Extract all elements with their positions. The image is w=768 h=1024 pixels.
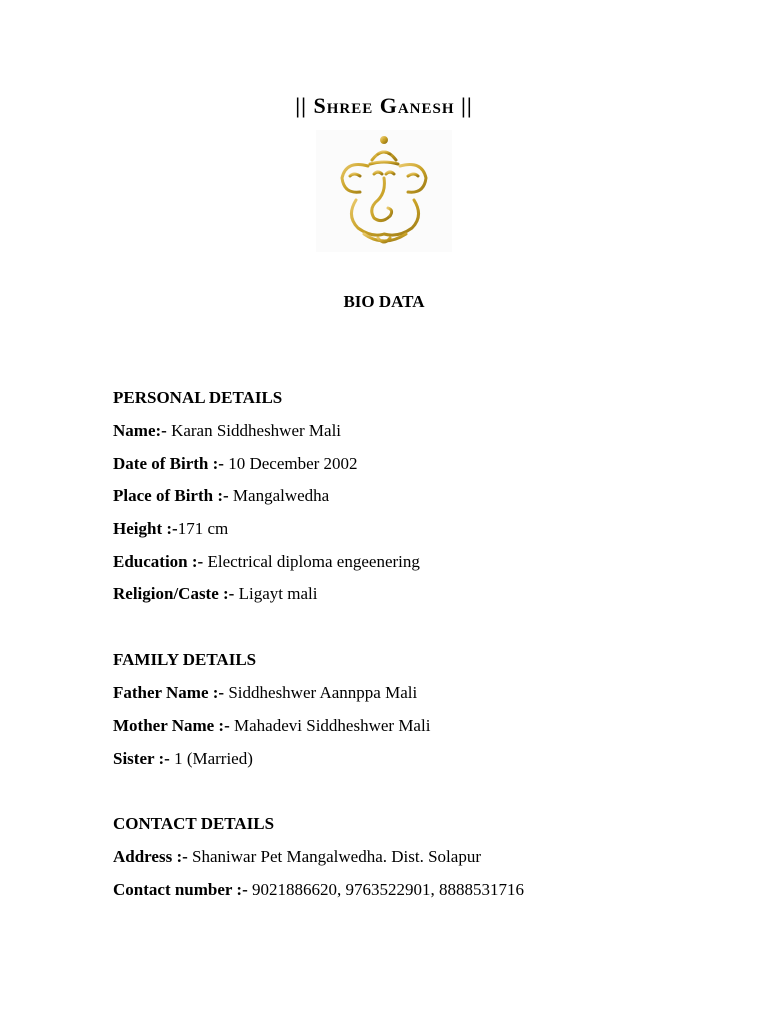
- page-heading: || Shree Ganesh ||: [295, 93, 473, 118]
- field-label: Date of Birth :-: [113, 453, 224, 473]
- field-value: Ligayt mali: [234, 584, 318, 604]
- field-label: Father Name :-: [113, 683, 225, 703]
- field-value: Shaniwar Pet Mangalwedha. Dist. Solapur: [187, 847, 481, 867]
- field-label: Sister :-: [113, 748, 170, 768]
- field-label: Height :-: [113, 519, 178, 539]
- field-value: Mangalwedha: [228, 486, 330, 506]
- family-row-father: [113, 681, 713, 714]
- contact-details-heading: CONTACT DETAILS: [113, 814, 275, 834]
- contact-row-address: [113, 845, 713, 878]
- personal-details-heading: PERSONAL DETAILS: [113, 388, 283, 407]
- family-row-mother: [113, 714, 713, 747]
- field-label: Name:-: [113, 421, 167, 440]
- field-value: Mahadevi Siddheshwer Mali: [229, 715, 431, 735]
- field-label: Education :-: [113, 551, 204, 571]
- field-label: Religion/Caste :-: [113, 584, 235, 604]
- ganesha-logo-icon: [316, 130, 452, 252]
- field-label: Mother Name :-: [113, 715, 230, 735]
- personal-row-height: [113, 517, 713, 550]
- bio-data-title: BIO DATA: [343, 292, 425, 311]
- personal-row-education: [113, 550, 713, 583]
- section-spacer: [113, 779, 713, 812]
- biodata-content: [113, 386, 713, 911]
- field-value: 10 December 2002: [223, 453, 358, 473]
- field-value: 1 (Married): [169, 748, 253, 768]
- personal-row-religion-caste: [113, 582, 713, 615]
- family-details-heading: FAMILY DETAILS: [113, 650, 257, 670]
- section-spacer: [113, 615, 713, 648]
- field-value: Electrical diploma engeenering: [203, 551, 420, 571]
- personal-row-name: [113, 419, 713, 452]
- personal-row-dob: [113, 452, 713, 485]
- field-label: Contact number :-: [113, 879, 248, 899]
- contact-row-phone: [113, 878, 713, 911]
- field-label: Place of Birth :-: [113, 486, 229, 506]
- field-value: 9021886620, 9763522901, 8888531716: [247, 879, 524, 899]
- field-value: 171 cm: [177, 519, 229, 539]
- family-row-sister: [113, 747, 713, 780]
- personal-row-place-of-birth: [113, 484, 713, 517]
- field-label: Address :-: [113, 847, 188, 867]
- field-value: Karan Siddheshwer Mali: [166, 421, 342, 440]
- field-value: Siddheshwer Aannppa Mali: [224, 683, 418, 703]
